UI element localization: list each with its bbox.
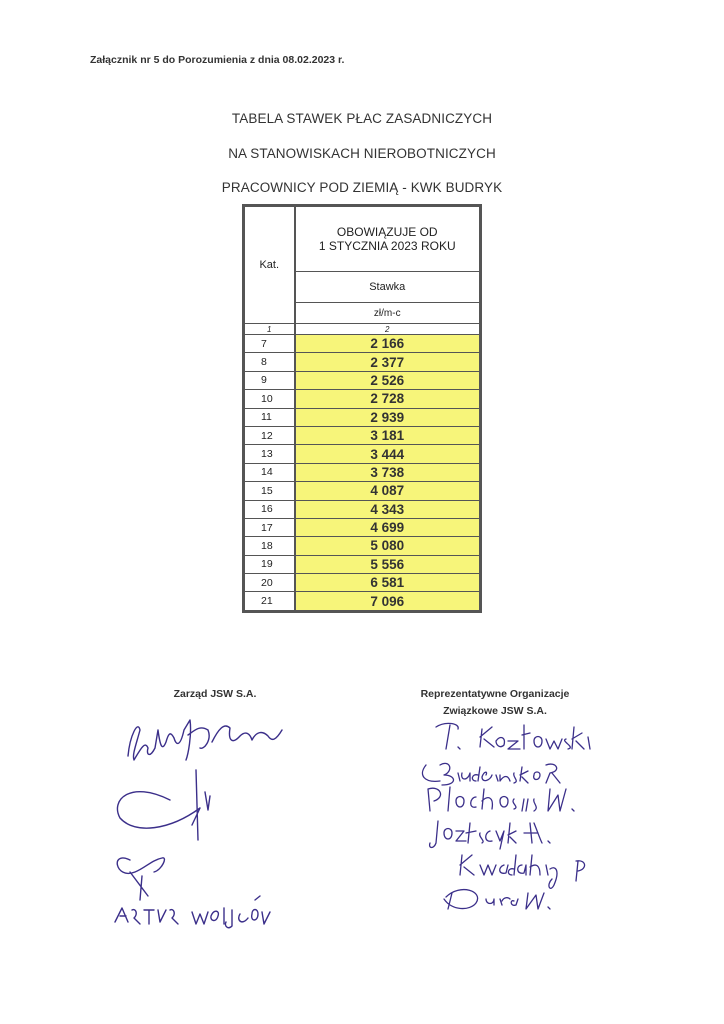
valid-from-header bbox=[295, 207, 480, 272]
union-title-line-1: Reprezentatywne Organizacje bbox=[420, 688, 570, 700]
table-row bbox=[245, 445, 480, 463]
valid-from-line-1: OBOWIĄZUJE OD bbox=[336, 225, 438, 239]
rate-cell: 5 556 bbox=[295, 555, 480, 573]
kat-cell: 12 bbox=[245, 426, 295, 444]
signature-1 bbox=[128, 720, 282, 760]
rate-cell: 6 581 bbox=[295, 574, 480, 592]
union-signatures bbox=[400, 715, 630, 915]
table-row bbox=[245, 592, 480, 610]
table-row bbox=[245, 353, 480, 371]
rate-cell: 2 939 bbox=[295, 408, 480, 426]
signature-2 bbox=[117, 770, 210, 840]
kat-cell: 19 bbox=[245, 555, 295, 573]
table-row bbox=[245, 371, 480, 389]
kat-cell: 17 bbox=[245, 518, 295, 536]
management-signature-title: Zarząd JSW S.A. bbox=[173, 688, 257, 700]
kat-cell: 11 bbox=[245, 408, 295, 426]
table-row bbox=[245, 335, 480, 353]
table-row bbox=[245, 574, 480, 592]
table-row bbox=[245, 500, 480, 518]
rate-cell: 2 377 bbox=[295, 353, 480, 371]
table-row bbox=[245, 518, 480, 536]
table-row bbox=[245, 482, 480, 500]
signature-brudzinski bbox=[422, 763, 560, 785]
table-row bbox=[245, 463, 480, 481]
kat-cell: 14 bbox=[245, 463, 295, 481]
kat-cell: 9 bbox=[245, 371, 295, 389]
rate-cell: 4 699 bbox=[295, 518, 480, 536]
signature-duraj bbox=[444, 890, 550, 909]
annex-note: Załącznik nr 5 do Porozumienia z dnia 08.02.2023 r. bbox=[90, 54, 345, 66]
kat-cell: 21 bbox=[245, 592, 295, 610]
column-number-1: 1 bbox=[245, 324, 295, 335]
column-number-2: 2 bbox=[295, 324, 480, 335]
rate-cell: 3 738 bbox=[295, 463, 480, 481]
title-line-2: NA STANOWISKACH NIEROBOTNICZYCH bbox=[228, 146, 496, 161]
table-row bbox=[245, 390, 480, 408]
rate-cell: 5 080 bbox=[295, 537, 480, 555]
title-line-1: TABELA STAWEK PŁAC ZASADNICZYCH bbox=[231, 111, 493, 126]
rate-cell: 2 526 bbox=[295, 371, 480, 389]
signature-kwadrat bbox=[460, 855, 585, 888]
rate-cell: 4 343 bbox=[295, 500, 480, 518]
kat-cell: 8 bbox=[245, 353, 295, 371]
kat-header: Kat. bbox=[245, 207, 295, 324]
signature-4 bbox=[115, 896, 270, 928]
kat-cell: 15 bbox=[245, 482, 295, 500]
kat-cell: 13 bbox=[245, 445, 295, 463]
rate-header: Stawka bbox=[295, 272, 480, 303]
table-row bbox=[245, 537, 480, 555]
kat-cell: 18 bbox=[245, 537, 295, 555]
management-signatures bbox=[100, 700, 300, 940]
rate-cell: 2 728 bbox=[295, 390, 480, 408]
union-title-line-2: Związkowe JSW S.A. bbox=[443, 705, 547, 717]
rate-cell: 2 166 bbox=[295, 335, 480, 353]
signature-plochocki bbox=[428, 787, 574, 811]
rate-cell: 4 087 bbox=[295, 482, 480, 500]
rate-cell: 3 444 bbox=[295, 445, 480, 463]
rates-table bbox=[242, 204, 482, 613]
table-row bbox=[245, 408, 480, 426]
table-row bbox=[245, 555, 480, 573]
kat-cell: 10 bbox=[245, 390, 295, 408]
title-line-3: PRACOWNICY POD ZIEMIĄ - KWK BUDRYK bbox=[221, 180, 503, 195]
signature-jozefczyk bbox=[430, 821, 550, 849]
kat-cell: 16 bbox=[245, 500, 295, 518]
signature-kozlowski bbox=[436, 723, 590, 749]
valid-from-line-2: 1 STYCZNIA 2023 ROKU bbox=[318, 239, 456, 253]
unit-header: zł/m-c bbox=[295, 303, 480, 324]
table-row bbox=[245, 426, 480, 444]
kat-cell: 7 bbox=[245, 335, 295, 353]
signature-3 bbox=[117, 858, 164, 900]
kat-cell: 20 bbox=[245, 574, 295, 592]
rate-cell: 3 181 bbox=[295, 426, 480, 444]
column-number-row bbox=[245, 324, 480, 335]
rate-cell: 7 096 bbox=[295, 592, 480, 610]
